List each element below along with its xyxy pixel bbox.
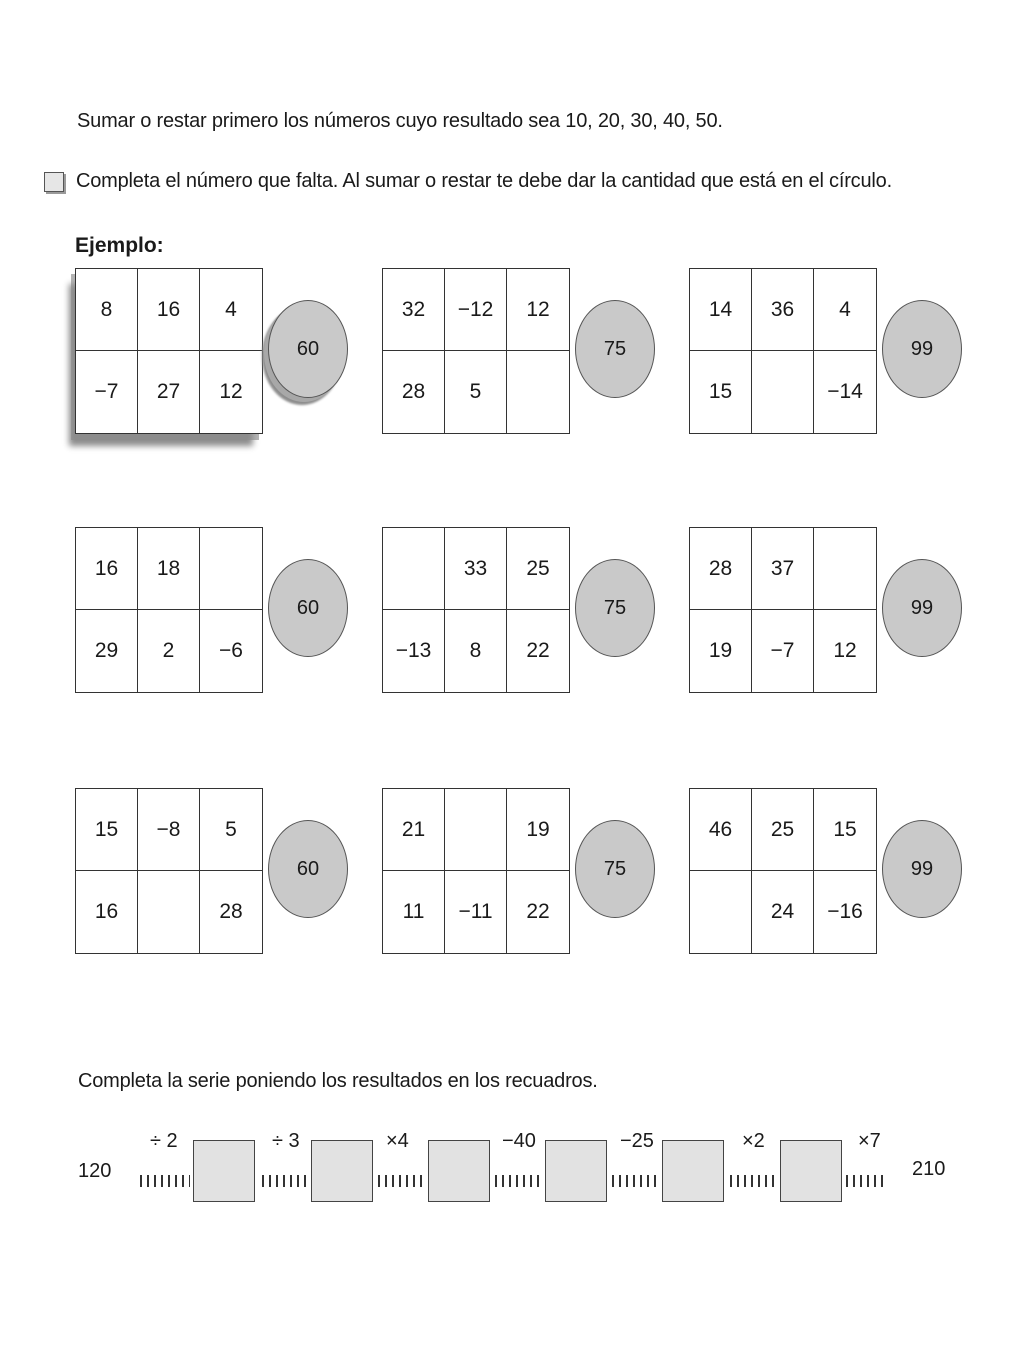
grid-cell: −16 (827, 900, 863, 923)
grid-cell: −7 (752, 610, 814, 692)
instruction-row (44, 170, 892, 193)
grid-cell: 37 (752, 528, 814, 610)
grid-cell: 15 (690, 351, 752, 433)
grid-cell: −8 (138, 789, 200, 871)
grid-cell: 24 (752, 871, 814, 953)
grid-cell: 16 (76, 528, 138, 610)
puzzle-example (75, 268, 365, 438)
number-grid (75, 268, 263, 434)
grid-cell: 14 (690, 269, 752, 351)
tick-marks (495, 1175, 540, 1187)
example-label: Ejemplo: (75, 234, 164, 257)
grid-cell: 28 (690, 528, 752, 610)
grid-cell: 19 (507, 789, 569, 871)
grid-cell: 25 (507, 528, 569, 610)
grid-cell: 15 (814, 789, 876, 871)
puzzle-6 (689, 527, 979, 697)
grid-cell: −6 (219, 639, 243, 662)
grid-cell: 21 (383, 789, 445, 871)
answer-cell[interactable] (690, 871, 752, 953)
puzzle-4 (75, 527, 365, 697)
operation-label: −25 (620, 1130, 654, 1152)
target-circle: 99 (882, 300, 962, 398)
grid-cell: 2 (138, 610, 200, 692)
answer-cell[interactable] (383, 528, 445, 610)
grid-cell: 28 (383, 351, 445, 433)
checkbox[interactable] (44, 172, 64, 192)
series-title: Completa la serie poniendo los resultados en los recuadros. (78, 1070, 598, 1092)
grid-cell: 22 (526, 900, 550, 923)
number-grid (75, 527, 263, 693)
operation-label: ×7 (858, 1130, 881, 1152)
grid-cell: 16 (138, 269, 200, 351)
grid-cell: 16 (76, 871, 138, 953)
puzzle-9 (689, 788, 979, 958)
grid-cell: 12 (833, 639, 857, 662)
number-grid (689, 268, 877, 434)
operation-label: ×2 (742, 1130, 765, 1152)
target-circle: 60 (268, 820, 348, 918)
grid-cell: −7 (76, 351, 138, 433)
puzzle-3 (689, 268, 979, 438)
grid-cell: 29 (76, 610, 138, 692)
puzzle-7 (75, 788, 365, 958)
answer-box[interactable] (193, 1140, 255, 1202)
target-circle: 60 (268, 559, 348, 657)
series-end: 210 (912, 1158, 946, 1180)
target-circle: 75 (575, 300, 655, 398)
answer-cell[interactable] (814, 528, 876, 610)
grid-cell: 4 (814, 269, 876, 351)
grid-cell: 8 (76, 269, 138, 351)
answer-box[interactable] (780, 1140, 842, 1202)
number-grid (382, 268, 570, 434)
grid-cell: 25 (752, 789, 814, 871)
number-grid (382, 788, 570, 954)
puzzle-5 (382, 527, 672, 697)
grid-cell: 36 (752, 269, 814, 351)
grid-cell: 4 (200, 269, 262, 351)
number-grid (75, 788, 263, 954)
operation-label: ×4 (386, 1130, 409, 1152)
number-grid (382, 527, 570, 693)
grid-cell: 12 (219, 380, 243, 403)
grid-cell: 46 (690, 789, 752, 871)
grid-cell: −11 (445, 871, 507, 953)
operation-label: ÷ 2 (150, 1130, 178, 1152)
answer-cell[interactable] (138, 871, 200, 953)
answer-box[interactable] (545, 1140, 607, 1202)
answer-box[interactable] (428, 1140, 490, 1202)
number-grid (689, 527, 877, 693)
puzzle-2 (382, 268, 672, 438)
grid-cell: 22 (526, 639, 550, 662)
operation-label: ÷ 3 (272, 1130, 300, 1152)
tick-marks (378, 1175, 423, 1187)
target-circle: 75 (575, 559, 655, 657)
grid-cell: 32 (383, 269, 445, 351)
grid-cell: 8 (445, 610, 507, 692)
grid-cell: 12 (507, 269, 569, 351)
answer-box[interactable] (662, 1140, 724, 1202)
grid-cell: 27 (138, 351, 200, 433)
tick-marks (140, 1175, 190, 1187)
series-start: 120 (78, 1160, 112, 1182)
tick-marks (262, 1175, 307, 1187)
number-grid (689, 788, 877, 954)
operation-label: −40 (502, 1130, 536, 1152)
target-circle: 60 (268, 300, 348, 398)
answer-cell[interactable] (445, 789, 507, 871)
grid-cell: 5 (445, 351, 507, 433)
number-series (0, 1120, 1024, 1210)
target-circle: 99 (882, 820, 962, 918)
grid-cell: 11 (383, 871, 445, 953)
grid-cell: 5 (200, 789, 262, 871)
target-circle: 99 (882, 559, 962, 657)
answer-cell[interactable] (507, 351, 569, 433)
answer-cell[interactable] (200, 528, 262, 610)
puzzle-8 (382, 788, 672, 958)
tick-marks (846, 1175, 886, 1187)
grid-cell: −14 (827, 380, 863, 403)
answer-cell[interactable] (752, 351, 814, 433)
tick-marks (612, 1175, 657, 1187)
grid-cell: 28 (219, 900, 243, 923)
grid-cell: −13 (383, 610, 445, 692)
grid-cell: 33 (445, 528, 507, 610)
target-circle: 75 (575, 820, 655, 918)
answer-box[interactable] (311, 1140, 373, 1202)
intro-text: Sumar o restar primero los números cuyo resultado sea 10, 20, 30, 40, 50. (77, 110, 723, 132)
grid-cell: 19 (690, 610, 752, 692)
tick-marks (730, 1175, 775, 1187)
grid-cell: 18 (138, 528, 200, 610)
instruction-text: Completa el número que falta. Al sumar o restar te debe dar la cantidad que está en el círculo. (76, 170, 892, 192)
grid-cell: 15 (76, 789, 138, 871)
grid-cell: −12 (445, 269, 507, 351)
